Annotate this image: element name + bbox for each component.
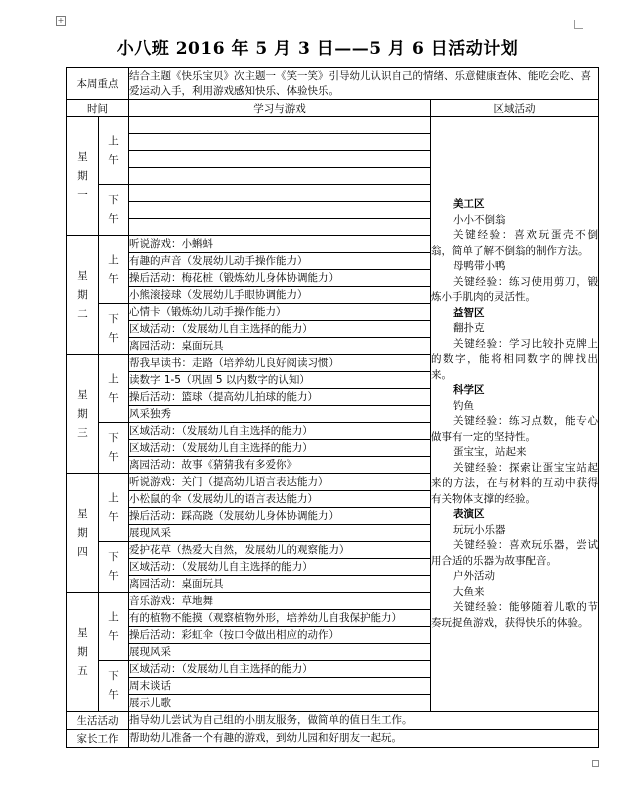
zone-activities — [431, 117, 599, 712]
day-label-wed: 星期三 — [67, 355, 99, 474]
zone-header: 区域活动 — [431, 100, 599, 117]
activity-cell — [129, 151, 431, 168]
zone-science-item1: 钓鱼 — [453, 399, 474, 412]
activity-cell: 读数字 1-5（巩固 5 以内数字的认知） — [129, 372, 431, 389]
am-label: 上午 — [99, 474, 129, 542]
activity-cell: 风采独秀 — [129, 406, 431, 423]
activity-cell: 离园活动：桌面玩具 — [129, 576, 431, 593]
zone-art-exp1: 关键经验：喜欢玩蛋壳不倒翁，简单了解不倒翁的制作方法。 — [431, 229, 598, 257]
activity-cell — [129, 202, 431, 219]
am-label: 上午 — [99, 355, 129, 423]
zone-perform-item2: 户外活动 — [453, 570, 495, 582]
header-row — [67, 100, 599, 117]
activity-cell: 离园活动：故事《猜猜我有多爱你》 — [129, 457, 431, 474]
focus-text: 结合主题《快乐宝贝》次主题一《笑一笑》引导幼儿认识自己的情绪、乐意健康查体、能吃会吃、喜爱运动入手，利用游戏感知快乐、体验快乐。 — [129, 68, 599, 100]
zone-perform-item3: 大鱼来 — [453, 585, 485, 598]
day-label-thu: 星期四 — [67, 474, 99, 593]
activity-cell: 区域活动：（发展幼儿自主选择的能力） — [129, 423, 431, 440]
am-label: 上午 — [99, 593, 129, 661]
activity-cell: 听说游戏：小蝌蚪 — [129, 236, 431, 253]
activity-cell — [129, 185, 431, 202]
zone-science-item2: 蛋宝宝，站起来 — [453, 446, 527, 458]
parent-text: 帮助幼儿准备一个有趣的游戏，到幼儿园和好朋友一起玩。 — [129, 730, 599, 748]
focus-label: 本周重点 — [67, 68, 129, 100]
activity-cell: 小松鼠的伞（发展幼儿的语言表达能力） — [129, 491, 431, 508]
activity-cell: 展示儿歌 — [129, 695, 431, 712]
life-text: 指导幼儿尝试为自己组的小朋友服务，做简单的值日生工作。 — [129, 712, 599, 730]
pm-label: 下午 — [99, 542, 129, 593]
activity-cell: 帮我早读书：走路（培养幼儿良好阅读习惯） — [129, 355, 431, 372]
learning-header: 学习与游戏 — [129, 100, 431, 117]
life-label: 生活活动 — [67, 712, 129, 730]
activity-cell: 离园活动：桌面玩具 — [129, 338, 431, 355]
time-header: 时间 — [67, 100, 129, 117]
activity-cell — [129, 168, 431, 185]
zone-puzzle-item: 翻扑克 — [453, 322, 485, 334]
activity-cell: 小熊滚接球（发展幼儿手眼协调能力） — [129, 287, 431, 304]
day-label-mon: 星期一 — [67, 117, 99, 236]
zone-perform-title: 表演区 — [453, 508, 485, 520]
pm-label: 下午 — [99, 304, 129, 355]
am-label: 上午 — [99, 236, 129, 304]
activity-cell: 展现风采 — [129, 525, 431, 542]
activity-plan-table — [66, 67, 599, 748]
zone-science-exp1: 关键经验：练习点数，能专心做事有一定的坚持性。 — [431, 415, 598, 443]
page-corner-mark — [574, 20, 583, 29]
table-resize-handle-icon[interactable] — [592, 760, 599, 767]
activity-cell: 操后活动：梅花桩（锻炼幼儿身体协调能力） — [129, 270, 431, 287]
zone-perform-exp3: 关键经验：能够随着儿歌的节奏玩捉鱼游戏，获得快乐的体验。 — [431, 601, 598, 629]
pm-label: 下午 — [99, 423, 129, 474]
pm-label: 下午 — [99, 185, 129, 236]
activity-cell: 听说游戏：关门（提高幼儿语言表达能力） — [129, 474, 431, 491]
am-label: 上午 — [99, 117, 129, 185]
activity-cell — [129, 117, 431, 134]
page-title: 小八班 2016 年 5 月 3 日——5 月 6 日活动计划 — [116, 39, 519, 59]
day-label-tue: 星期二 — [67, 236, 99, 355]
zone-science-exp2: 关键经验：探索让蛋宝宝站起来的方法，在与材料的互动中获得有关物体支撑的经验。 — [431, 461, 598, 505]
activity-cell — [129, 134, 431, 151]
parent-row — [67, 730, 599, 748]
activity-cell: 区域活动：（发展幼儿自主选择的能力） — [129, 440, 431, 457]
zone-art-title: 美工区 — [453, 198, 485, 210]
activity-cell: 展现风采 — [129, 644, 431, 661]
activity-cell: 区域活动：（发展幼儿自主选择的能力） — [129, 661, 431, 678]
activity-cell: 爱护花草（热爱大自然，发展幼儿的观察能力） — [129, 542, 431, 559]
zone-art-exp2: 关键经验：练习使用剪刀，锻炼小手肌肉的灵活性。 — [431, 275, 598, 303]
day-label-fri: 星期五 — [67, 593, 99, 712]
activity-cell: 区域活动：（发展幼儿自主选择的能力） — [129, 321, 431, 338]
activity-cell: 周末谈话 — [129, 678, 431, 695]
table-move-handle-icon[interactable]: + — [57, 16, 65, 25]
activity-cell: 有的植物不能摸（观察植物外形，培养幼儿自我保护能力） — [129, 610, 431, 627]
activity-cell: 操后活动：踩高跷（发展幼儿身体协调能力） — [129, 508, 431, 525]
activity-cell: 有趣的声音（发展幼儿动手操作能力） — [129, 253, 431, 270]
parent-label: 家长工作 — [67, 730, 129, 748]
activity-cell: 音乐游戏：草地舞 — [129, 593, 431, 610]
pm-label: 下午 — [99, 661, 129, 712]
activity-cell: 区域活动：（发展幼儿自主选择的能力） — [129, 559, 431, 576]
zone-perform-exp1: 关键经验：喜欢玩乐器，尝试用合适的乐器为故事配音。 — [431, 539, 598, 567]
activity-cell: 操后活动：篮球（提高幼儿拍球的能力） — [129, 389, 431, 406]
zone-puzzle-exp: 关键经验：学习比较扑克牌上的数字，能将相同数字的牌找出来。 — [431, 337, 598, 381]
activity-cell — [129, 219, 431, 236]
zone-art-item1: 小小不倒翁 — [453, 213, 506, 226]
zone-art-item2: 母鸭带小鸭 — [453, 260, 506, 272]
life-row — [67, 712, 599, 730]
focus-row — [67, 68, 599, 100]
zone-puzzle-title: 益智区 — [453, 306, 485, 319]
activity-cell: 心情卡（锻炼幼儿动手操作能力） — [129, 304, 431, 321]
zone-perform-item1: 玩玩小乐器 — [453, 523, 506, 536]
zone-science-title: 科学区 — [453, 384, 485, 396]
activity-cell: 操后活动：彩虹伞（按口令做出相应的动作） — [129, 627, 431, 644]
table-row — [67, 117, 599, 134]
